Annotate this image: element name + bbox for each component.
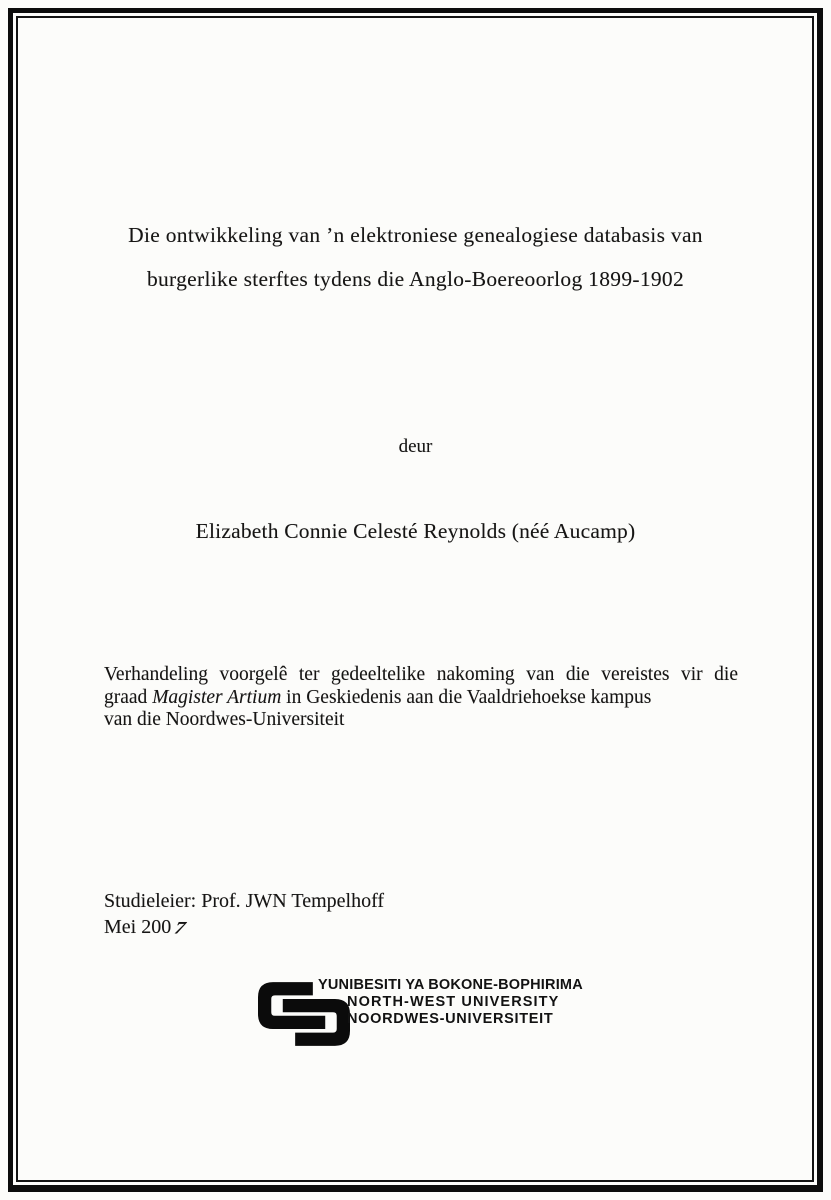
- date-line: [104, 915, 384, 941]
- thesis-title-line-2: burgerlike sterftes tydens die Anglo-Boereoorlog 1899-1902: [146, 267, 685, 291]
- logo-text-line-2: NORTH-WEST UNIVERSITY: [347, 994, 560, 1010]
- submission-statement: [104, 664, 738, 732]
- logo-text-line-3: NOORDWES-UNIVERSITEIT: [347, 1011, 554, 1027]
- byline-label: deur: [398, 436, 433, 457]
- date-prefix: Mei 200: [104, 915, 172, 938]
- statement-line-2: [104, 687, 738, 710]
- degree-name: Magister Artium: [152, 686, 282, 708]
- nwu-logo-text: [318, 977, 583, 1028]
- statement-line-3: van die Noordwes-Universiteit: [104, 709, 345, 731]
- thesis-title: [40, 213, 791, 301]
- logo-text-line-1: YUNIBESITI YA BOKONE-BOPHIRIMA: [318, 977, 583, 993]
- thesis-title-line-1: Die ontwikkeling van ’n elektroniese genealogiese databasis van: [128, 223, 703, 247]
- date-last-digit: 7: [170, 917, 190, 938]
- supervisor-block: [104, 889, 384, 940]
- statement-line-2-post: in Geskiedenis aan die Vaaldriehoekse kampus: [281, 686, 652, 708]
- supervisor-line: Studieleier: Prof. JWN Tempelhoff: [104, 890, 385, 912]
- author-name: Elizabeth Connie Celesté Reynolds (néé Aucamp): [195, 519, 636, 543]
- statement-line-2-pre: graad: [104, 686, 153, 708]
- nwu-logo: [258, 977, 588, 1052]
- statement-line-1: Verhandeling voorgelê ter gedeeltelike nakoming van die vereistes vir die: [104, 664, 738, 685]
